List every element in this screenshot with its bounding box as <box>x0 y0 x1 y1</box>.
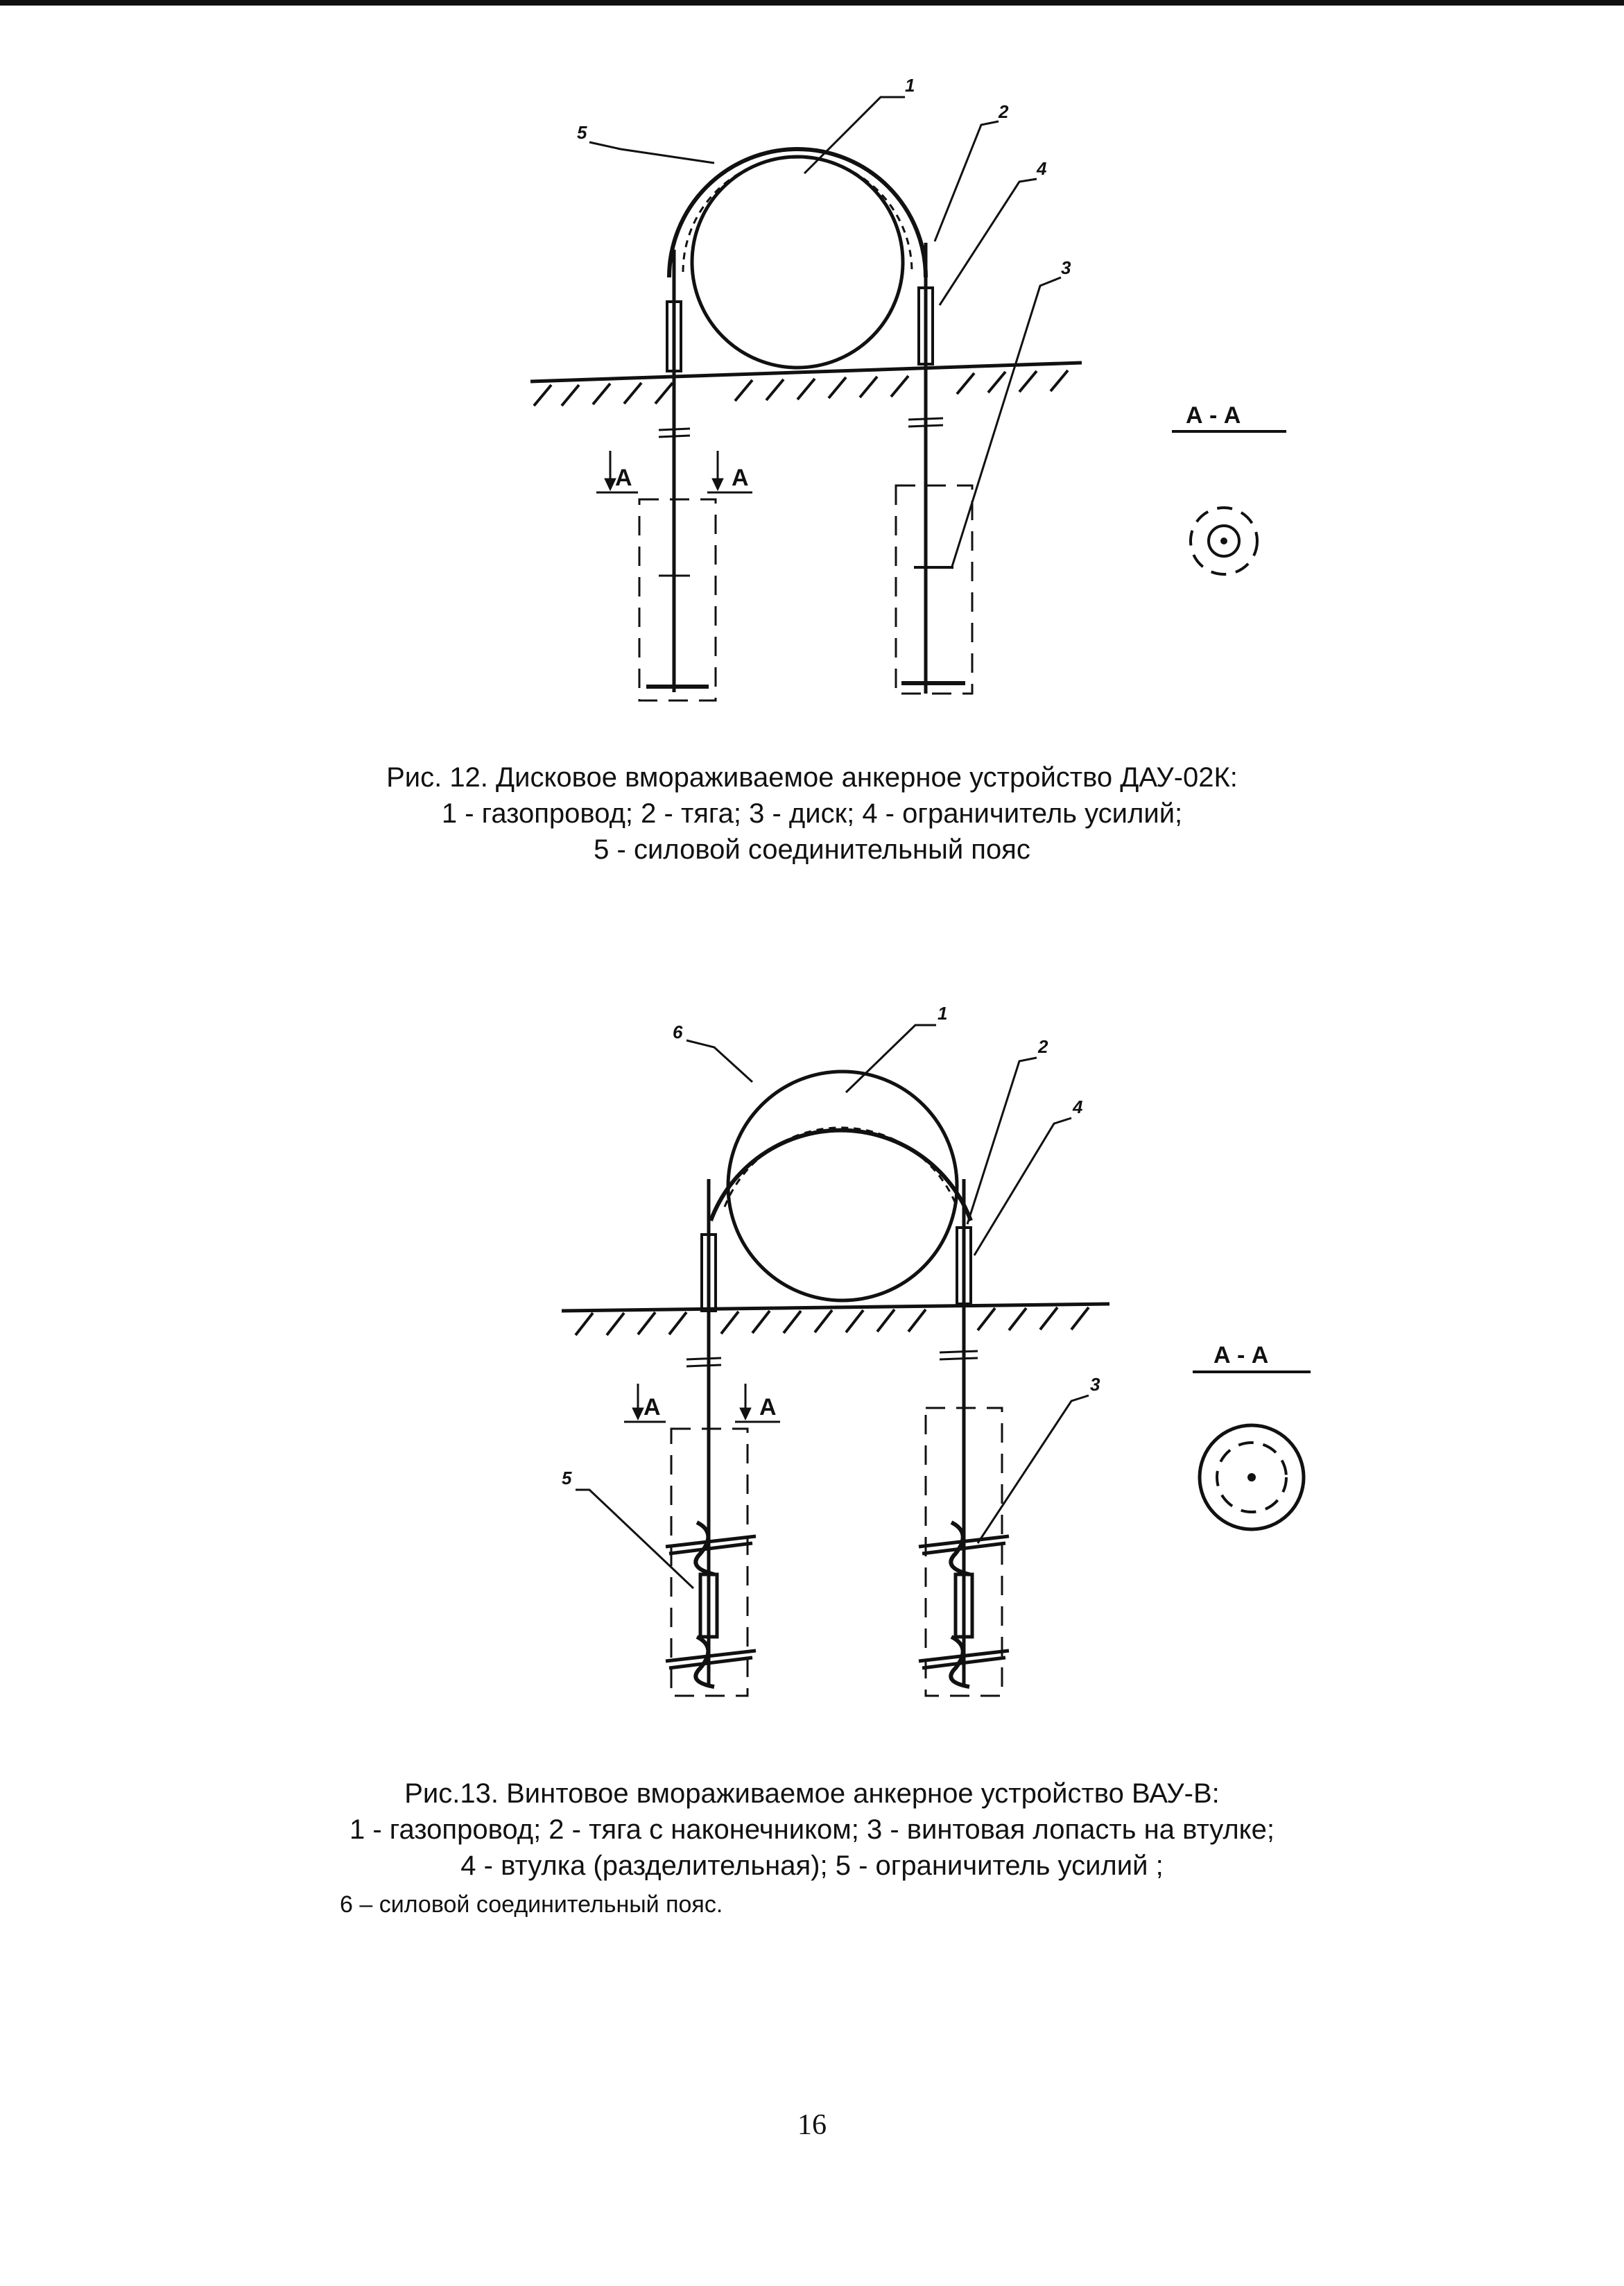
callout-5: 5 <box>562 1468 572 1488</box>
callout-5: 5 <box>577 122 587 143</box>
callout-3: 3 <box>1061 257 1071 278</box>
caption-line: 4 - втулка (разделительная); 5 - ограничитель усилий ; <box>460 1850 1164 1881</box>
section-title: А - А <box>1213 1342 1269 1368</box>
caption-line: 5 - силовой соединительный пояс <box>594 834 1030 865</box>
section-mark-left: А <box>643 1394 661 1420</box>
ground-line <box>562 1304 1109 1311</box>
belt-band <box>711 1131 971 1221</box>
scan-top-border <box>0 0 1624 6</box>
callout-4: 4 <box>1073 1097 1083 1117</box>
belt-band <box>669 149 926 277</box>
callout-1: 1 <box>938 1003 948 1024</box>
figure-12-caption <box>0 759 1624 868</box>
caption-line: 6 – силовой соединительный пояс. <box>340 1891 723 1918</box>
section-title: А - А <box>1186 402 1241 429</box>
caption-line: 1 - газопровод; 2 - тяга; 3 - диск; 4 - ограничитель усилий; <box>441 798 1183 829</box>
callout-6: 6 <box>673 1022 683 1042</box>
caption-line: Рис. 12. Дисковое вмораживаемое анкерное устройство ДАУ-02К: <box>386 762 1238 793</box>
callout-2: 2 <box>1038 1036 1048 1057</box>
section-mark-right: А <box>732 465 749 491</box>
callout-1: 1 <box>905 75 915 96</box>
section-mark-right: А <box>759 1394 777 1420</box>
caption-line: 1 - газопровод; 2 - тяга с наконечником; 3 - винтовая лопасть на втулке; <box>349 1814 1275 1845</box>
section-mark-left: А <box>615 465 632 491</box>
figure-13-drawing <box>0 985 1624 1720</box>
pipe-circle <box>728 1072 957 1300</box>
page-number: 16 <box>797 2109 827 2141</box>
caption-line: Рис.13. Винтовое вмораживаемое анкерное устройство ВАУ-В: <box>404 1778 1220 1809</box>
figure-13-caption <box>0 1776 1624 1923</box>
callout-3: 3 <box>1090 1374 1100 1395</box>
pipe-circle <box>692 157 903 368</box>
callout-2: 2 <box>999 101 1009 122</box>
figure-12-drawing <box>0 55 1624 721</box>
callout-4: 4 <box>1037 158 1047 179</box>
